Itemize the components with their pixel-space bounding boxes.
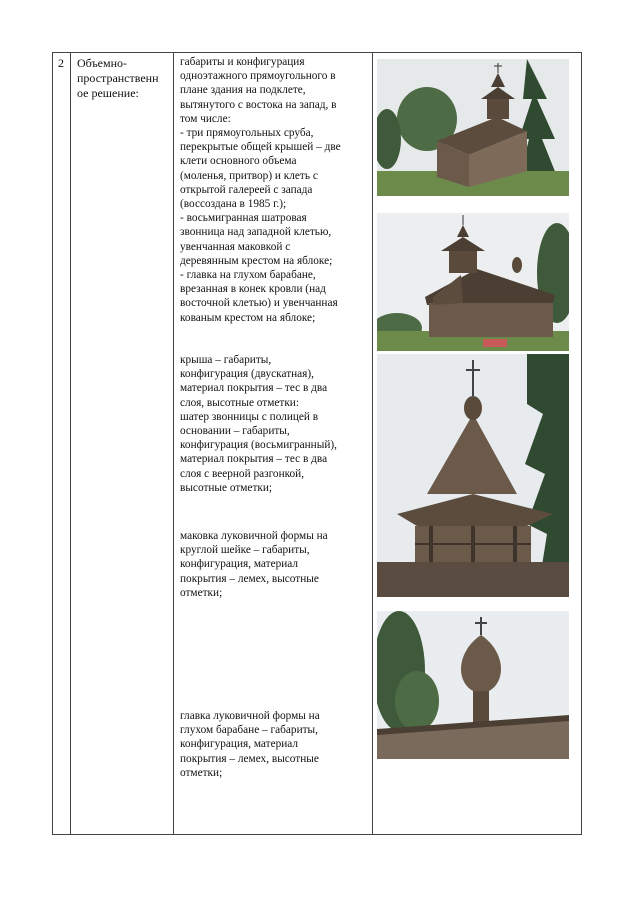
column-divider bbox=[70, 53, 71, 834]
column-divider bbox=[372, 53, 373, 834]
description-volume: габариты и конфигурация одноэтажного прямоугольного в плане здания на подклете, вытянутого с востока на запад, в том числе: - три прямоугольных сруба, перекрытые общей крышей – две клети основного объема (моленья, притвор) и клеть с открытой галереей с запада (воссоздана в 1985 г.); - восьмигранная шатровая звонница над западной клетью, увенчанная маковкой с деревянным крестом на яблоке; - главка на глухом барабане, врезанная в конек кровли (над восточной клетью) и увенчанная кованым крестом на яблоке; bbox=[180, 56, 341, 324]
photo-belfry-tent bbox=[377, 354, 569, 597]
row-name: Объемно- пространственн ое решение: bbox=[77, 56, 159, 100]
description-dome: главка луковичной формы на глухом барабане – габариты, конфигурация, материал покрытия – лемех, высотные отметки; bbox=[180, 710, 320, 779]
heritage-table bbox=[52, 52, 582, 835]
row-number: 2 bbox=[58, 56, 64, 70]
description-roof: крыша – габариты, конфигурация (двускатная), материал покрытия – тес в два слоя, высотные отметки: шатер звонницы с полицей в основании – габариты, конфигурация (восьмигранный), материал покрытия – тес в два слоя с веерной разгонкой, высотные отметки; bbox=[180, 354, 337, 494]
photo-chapel-side bbox=[377, 59, 569, 196]
photo-onion-dome bbox=[377, 611, 569, 759]
photo-chapel-front bbox=[377, 213, 569, 351]
description-cupola: маковка луковичной формы на круглой шейке – габариты, конфигурация, материал покрытия – лемех, высотные отметки; bbox=[180, 530, 328, 599]
column-divider bbox=[173, 53, 174, 834]
